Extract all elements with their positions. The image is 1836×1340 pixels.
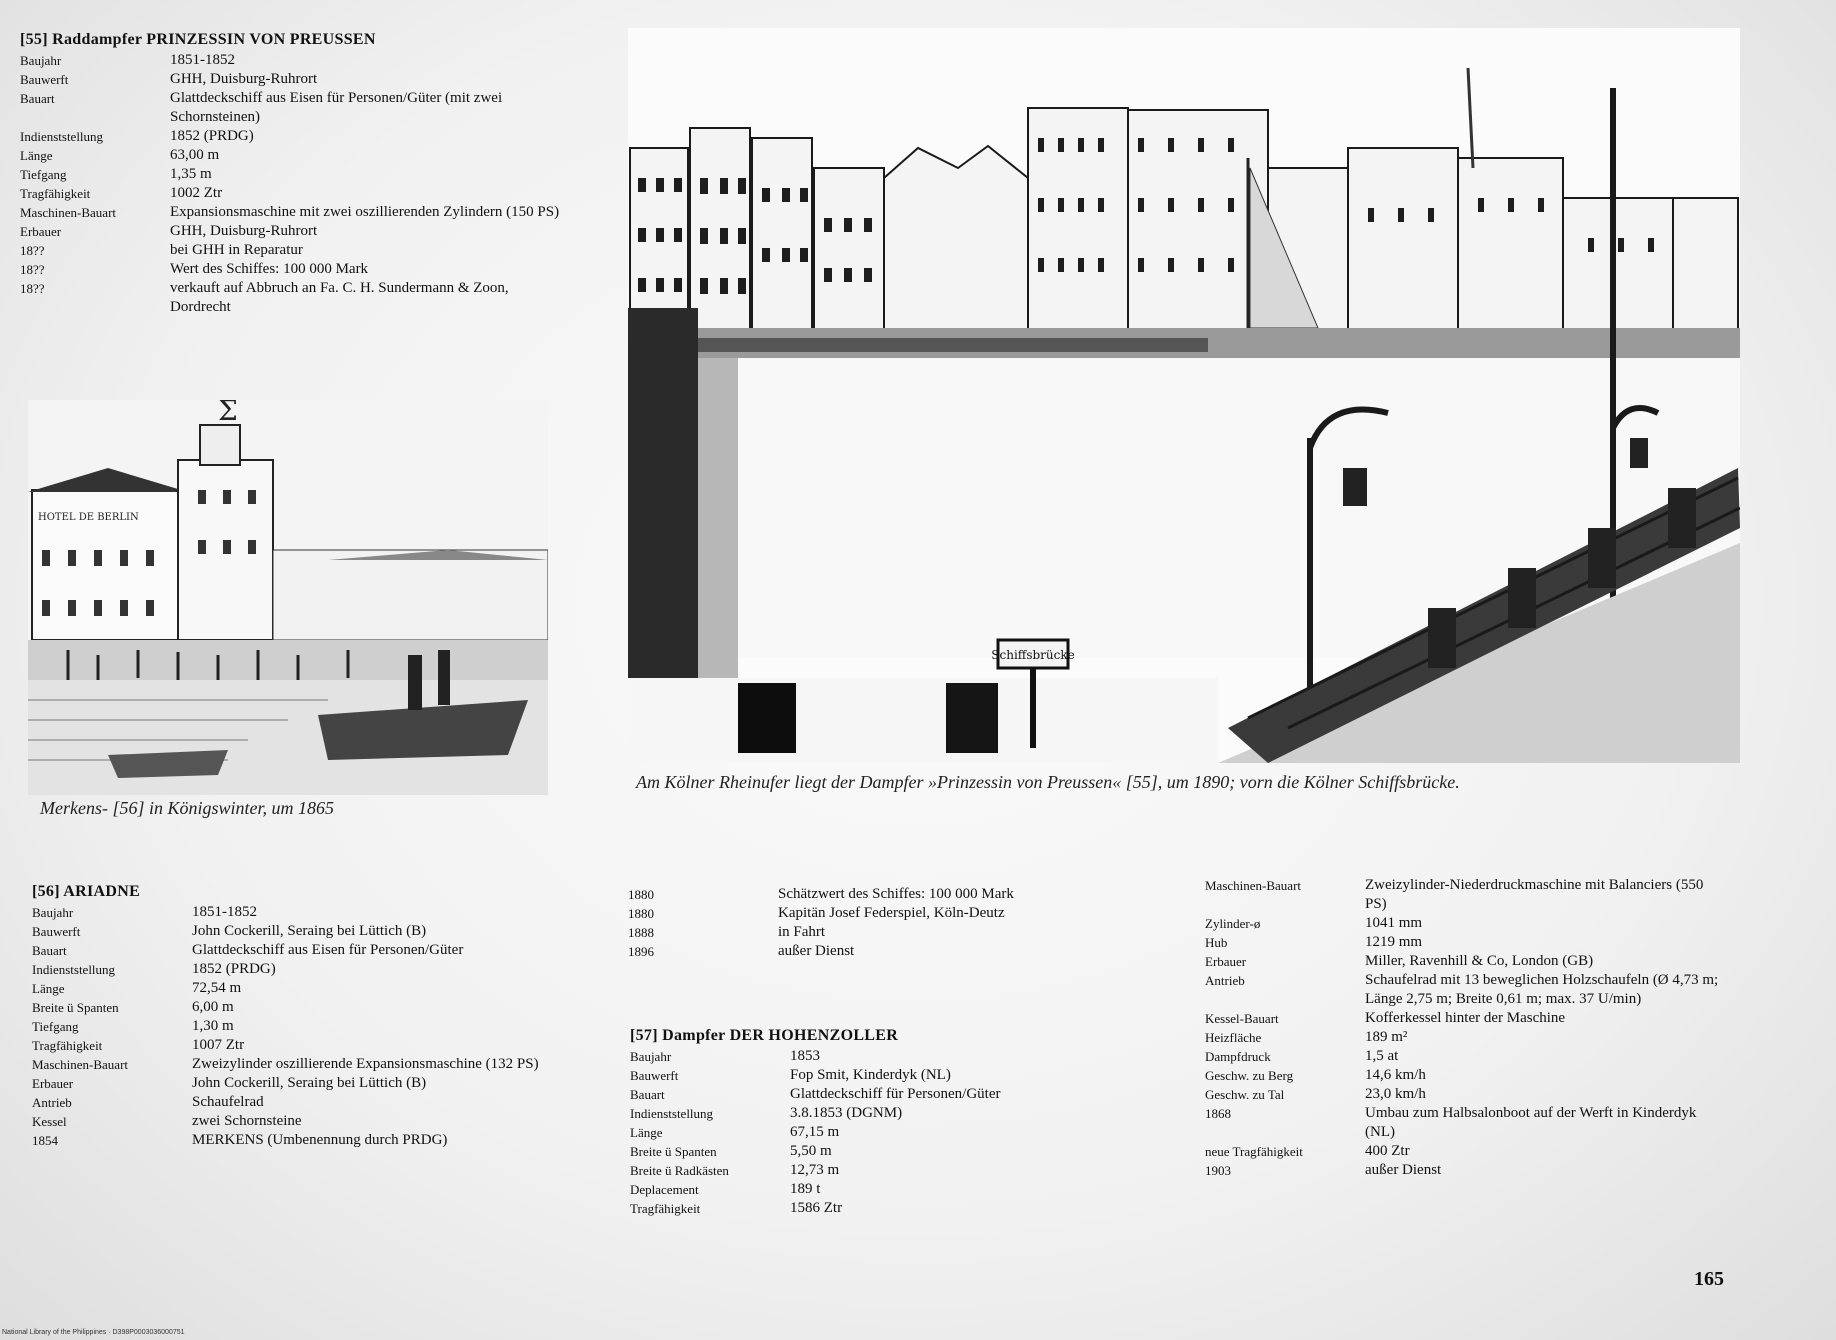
- field-row: [630, 1123, 1080, 1142]
- field-row: [630, 1066, 1080, 1085]
- field-row: [1205, 952, 1725, 971]
- field-value: außer Dienst: [1365, 1162, 1442, 1178]
- field-label: Maschinen-Bauart: [32, 1057, 129, 1072]
- field-label: 18??: [20, 281, 45, 296]
- field-value: 1586 Ztr: [790, 1200, 843, 1216]
- field-row: [32, 1074, 552, 1093]
- field-row: [20, 184, 560, 203]
- field-value: 1851-1852: [170, 52, 235, 68]
- field-value: John Cockerill, Seraing bei Lüttich (B): [192, 923, 427, 939]
- field-label: Länge: [32, 981, 65, 996]
- entry-56: [32, 882, 552, 1150]
- field-value: Schaufelrad: [192, 1094, 264, 1110]
- entry-57-title: [57] Dampfer DER HOHENZOLLER: [630, 1027, 899, 1044]
- field-label: Maschinen-Bauart: [1205, 878, 1302, 893]
- field-row: [32, 1131, 552, 1150]
- entry-57-fields: [630, 1047, 1080, 1218]
- entry-56-continued: [628, 885, 1098, 961]
- field-label: 1896: [628, 944, 654, 959]
- field-label: Antrieb: [1205, 973, 1245, 988]
- field-row: [1205, 1009, 1725, 1028]
- field-label: Geschw. zu Tal: [1205, 1087, 1285, 1102]
- field-label: 18??: [20, 262, 45, 277]
- field-row: [630, 1104, 1080, 1123]
- field-value: Glattdeckschiff aus Eisen für Personen/Güter (mit zwei Schornsteinen): [170, 90, 503, 125]
- field-label: Länge: [20, 148, 53, 163]
- field-row: [32, 1112, 552, 1131]
- field-value: 23,0 km/h: [1365, 1086, 1426, 1102]
- entry-56-continued-fields: [628, 885, 1098, 961]
- field-row: [20, 51, 560, 70]
- field-row: [1205, 971, 1725, 1009]
- field-row: [32, 1017, 552, 1036]
- field-value: 72,54 m: [192, 980, 242, 996]
- field-row: [32, 903, 552, 922]
- page-number: 165: [1694, 1268, 1724, 1290]
- field-row: [32, 979, 552, 998]
- field-value: Fop Smit, Kinderdyk (NL): [790, 1067, 951, 1083]
- field-label: Antrieb: [32, 1095, 72, 1110]
- field-row: [1205, 1047, 1725, 1066]
- field-row: [20, 89, 560, 127]
- field-label: Baujahr: [630, 1049, 672, 1064]
- field-value: GHH, Duisburg-Ruhrort: [170, 223, 318, 239]
- field-row: [32, 941, 552, 960]
- field-label: Erbauer: [1205, 954, 1247, 969]
- field-row: [1205, 933, 1725, 952]
- field-value: Kofferkessel hinter der Maschine: [1365, 1010, 1566, 1026]
- field-value: Zweizylinder oszillierende Expansionsmaschine (132 PS): [192, 1056, 539, 1072]
- field-label: 1868: [1205, 1106, 1231, 1121]
- field-label: 1888: [628, 925, 654, 940]
- field-label: Erbauer: [32, 1076, 74, 1091]
- svg-text:Σ: Σ: [218, 400, 238, 427]
- entry-56-fields: [32, 903, 552, 1150]
- field-value: 14,6 km/h: [1365, 1067, 1426, 1083]
- field-label: Zylinder-ø: [1205, 916, 1261, 931]
- field-value: 1219 mm: [1365, 934, 1423, 950]
- field-row: [630, 1047, 1080, 1066]
- field-label: Indienststellung: [32, 962, 116, 977]
- field-value: Kapitän Josef Federspiel, Köln-Deutz: [778, 905, 1005, 921]
- field-value: MERKENS (Umbenennung durch PRDG): [192, 1132, 448, 1148]
- field-row: [1205, 1104, 1725, 1142]
- entry-56-title: [56] ARIADNE: [32, 883, 141, 900]
- field-value: in Fahrt: [778, 924, 826, 940]
- koeln-rheinufer-photo: [628, 28, 1740, 763]
- field-label: Indienststellung: [630, 1106, 714, 1121]
- field-label: Bauwerft: [20, 72, 69, 87]
- field-value: Glattdeckschiff für Personen/Güter: [790, 1086, 1001, 1102]
- field-value: 1002 Ztr: [170, 185, 223, 201]
- field-row: [630, 1161, 1080, 1180]
- field-label: Maschinen-Bauart: [20, 205, 117, 220]
- field-label: Bauart: [32, 943, 67, 958]
- field-label: Breite ü Radkästen: [630, 1163, 729, 1178]
- field-label: Deplacement: [630, 1182, 699, 1197]
- field-label: Breite ü Spanten: [630, 1144, 717, 1159]
- entry-55-title: [55] Raddampfer PRINZESSIN VON PREUSSEN: [20, 31, 376, 48]
- field-label: Indienststellung: [20, 129, 104, 144]
- field-label: Tiefgang: [20, 167, 67, 182]
- field-value: 1851-1852: [192, 904, 257, 920]
- field-label: neue Tragfähigkeit: [1205, 1144, 1303, 1159]
- entry-55: [20, 30, 560, 317]
- field-label: Kessel: [32, 1114, 67, 1129]
- field-value: Umbau zum Halbsalonboot auf der Werft in Kinderdyk (NL): [1365, 1105, 1697, 1140]
- field-label: Bauwerft: [630, 1068, 679, 1083]
- field-label: Tiefgang: [32, 1019, 79, 1034]
- field-value: 3.8.1853 (DGNM): [790, 1105, 903, 1121]
- field-row: [20, 165, 560, 184]
- field-row: [1205, 1142, 1725, 1161]
- field-value: außer Dienst: [778, 943, 855, 959]
- field-value: Miller, Ravenhill & Co, London (GB): [1365, 953, 1594, 969]
- field-value: 400 Ztr: [1365, 1143, 1410, 1159]
- field-label: Tragfähigkeit: [630, 1201, 701, 1216]
- field-value: Schätzwert des Schiffes: 100 000 Mark: [778, 886, 1014, 902]
- field-value: 1041 mm: [1365, 915, 1423, 931]
- field-row: [628, 923, 1098, 942]
- field-row: [1205, 876, 1725, 914]
- field-value: 189 m²: [1365, 1029, 1408, 1045]
- field-value: verkauft auf Abbruch an Fa. C. H. Sundermann & Zoon, Dordrecht: [170, 280, 509, 315]
- field-value: 1007 Ztr: [192, 1037, 245, 1053]
- field-label: Tragfähigkeit: [32, 1038, 103, 1053]
- field-value: zwei Schornsteine: [192, 1113, 302, 1129]
- field-row: [32, 1093, 552, 1112]
- field-value: 1,35 m: [170, 166, 212, 182]
- field-label: Baujahr: [20, 53, 62, 68]
- field-value: 5,50 m: [790, 1143, 832, 1159]
- field-label: 1880: [628, 906, 654, 921]
- field-row: [630, 1085, 1080, 1104]
- field-label: Bauwerft: [32, 924, 81, 939]
- field-value: 189 t: [790, 1181, 821, 1197]
- field-value: John Cockerill, Seraing bei Lüttich (B): [192, 1075, 427, 1091]
- field-row: [1205, 1161, 1725, 1180]
- field-label: 1903: [1205, 1163, 1231, 1178]
- field-value: 12,73 m: [790, 1162, 840, 1178]
- field-row: [20, 241, 560, 260]
- field-row: [1205, 1028, 1725, 1047]
- field-value: Wert des Schiffes: 100 000 Mark: [170, 261, 369, 277]
- field-value: GHH, Duisburg-Ruhrort: [170, 71, 318, 87]
- field-label: Heizfläche: [1205, 1030, 1262, 1045]
- field-label: 1880: [628, 887, 654, 902]
- field-label: Erbauer: [20, 224, 62, 239]
- field-row: [628, 942, 1098, 961]
- field-row: [628, 885, 1098, 904]
- field-label: Länge: [630, 1125, 663, 1140]
- entry-55-fields: [20, 51, 560, 317]
- field-value: Glattdeckschiff aus Eisen für Personen/Güter: [192, 942, 464, 958]
- field-row: [630, 1199, 1080, 1218]
- field-value: 1852 (PRDG): [170, 128, 254, 144]
- library-footer: National Library of the Philippines · D398P0003036000751: [2, 1329, 185, 1336]
- schiffsbruecke-sign: Schiffsbrücke: [991, 648, 1075, 662]
- field-row: [1205, 1066, 1725, 1085]
- entry-57-continued: [1205, 876, 1725, 1180]
- field-label: Dampfdruck: [1205, 1049, 1271, 1064]
- field-value: 6,00 m: [192, 999, 234, 1015]
- field-value: 1852 (PRDG): [192, 961, 276, 977]
- field-value: 1,30 m: [192, 1018, 234, 1034]
- entry-57: [630, 1026, 1080, 1218]
- field-label: Kessel-Bauart: [1205, 1011, 1279, 1026]
- field-row: [628, 904, 1098, 923]
- field-row: [32, 1036, 552, 1055]
- entry-57-continued-fields: [1205, 876, 1725, 1180]
- field-label: Bauart: [20, 91, 55, 106]
- field-row: [1205, 1085, 1725, 1104]
- field-row: [1205, 914, 1725, 933]
- field-label: 1854: [32, 1133, 58, 1148]
- field-value: Zweizylinder-Niederdruckmaschine mit Balanciers (550 PS): [1365, 877, 1704, 912]
- field-value: bei GHH in Reparatur: [170, 242, 303, 258]
- field-row: [32, 922, 552, 941]
- field-value: 1853: [790, 1048, 820, 1064]
- field-row: [20, 279, 560, 317]
- field-row: [20, 70, 560, 89]
- field-value: 67,15 m: [790, 1124, 840, 1140]
- field-row: [20, 260, 560, 279]
- field-row: [32, 1055, 552, 1074]
- field-label: Breite ü Spanten: [32, 1000, 119, 1015]
- field-label: Baujahr: [32, 905, 74, 920]
- field-row: [630, 1142, 1080, 1161]
- field-value: 63,00 m: [170, 147, 220, 163]
- caption-left: Merkens- [56] in Königswinter, um 1865: [40, 798, 334, 818]
- hotel-sign: HOTEL DE BERLIN: [38, 512, 139, 523]
- field-row: [20, 203, 560, 222]
- field-label: 18??: [20, 243, 45, 258]
- field-label: Hub: [1205, 935, 1228, 950]
- field-value: Expansionsmaschine mit zwei oszillierenden Zylindern (150 PS): [170, 204, 560, 220]
- field-label: Bauart: [630, 1087, 665, 1102]
- field-row: [20, 146, 560, 165]
- caption-main: Am Kölner Rheinufer liegt der Dampfer »Prinzessin von Preussen« [55], um 1890; vorn die Kölner Schiffsbrücke.: [636, 772, 1460, 792]
- field-row: [20, 127, 560, 146]
- field-value: 1,5 at: [1365, 1048, 1399, 1064]
- field-row: [20, 222, 560, 241]
- field-label: Tragfähigkeit: [20, 186, 91, 201]
- field-row: [32, 960, 552, 979]
- field-row: [32, 998, 552, 1017]
- merkens-koenigswinter-illustration: [28, 400, 548, 795]
- field-label: Geschw. zu Berg: [1205, 1068, 1294, 1083]
- field-row: [630, 1180, 1080, 1199]
- field-value: Schaufelrad mit 13 beweglichen Holzschaufeln (Ø 4,73 m; Länge 2,75 m; Breite 0,61 m; max. 37 U/min): [1365, 972, 1719, 1007]
